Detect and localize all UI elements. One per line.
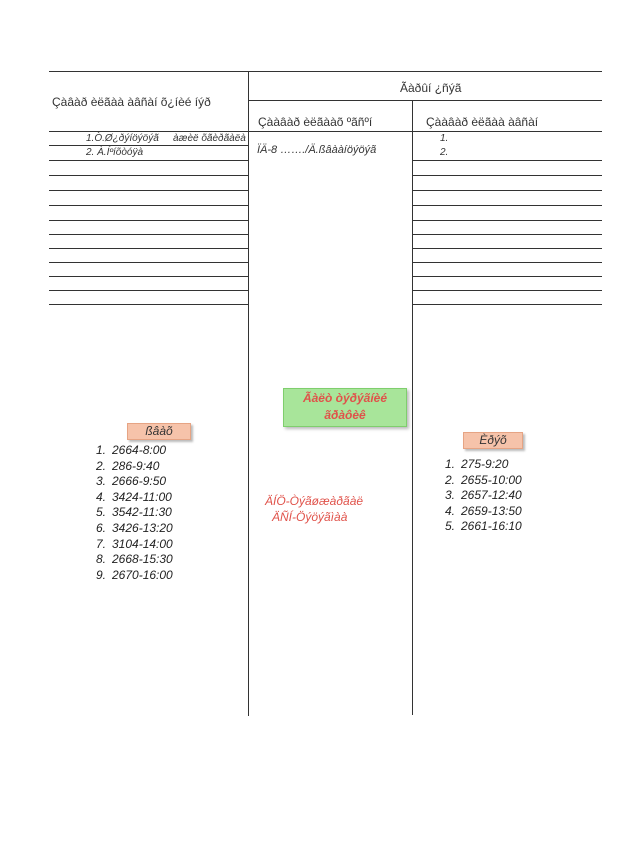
col-divider-left xyxy=(248,71,249,716)
group-header-divider xyxy=(248,100,602,101)
arrival-list xyxy=(433,457,522,535)
list-item: 1. 2664-8:00 xyxy=(95,443,167,457)
table-top-border xyxy=(49,71,602,72)
col-divider-right xyxy=(412,100,413,715)
ruled-line xyxy=(412,262,602,263)
col1-header: Çàâàð èëãàà àâñàí õ¿íèé íýð xyxy=(52,95,211,109)
col1-row1-role: àæèë õãèðãàëà xyxy=(173,133,246,144)
departure-badge: ßâàõ xyxy=(127,423,191,440)
ruled-line xyxy=(412,290,602,291)
ruled-line xyxy=(412,304,602,305)
ruled-line xyxy=(49,248,248,249)
ruled-line xyxy=(412,234,602,235)
list-item: 3. 2666-9:50 xyxy=(95,474,167,489)
ruled-line xyxy=(49,160,248,161)
ruled-line xyxy=(49,276,248,277)
list-item: 9. 2670-16:00 xyxy=(95,567,173,582)
group-header: Ãàðûí ¿ñýã xyxy=(400,81,462,95)
list-item: 1. 275-9:20 xyxy=(444,457,509,471)
callout-line-2: ãðàôèê xyxy=(324,408,366,422)
col3-row1: 1. xyxy=(440,133,449,144)
list-item: 6. 3426-13:20 xyxy=(95,520,173,535)
ruled-line xyxy=(412,175,602,176)
header-bottom-border xyxy=(49,131,602,132)
ruled-line xyxy=(49,220,248,221)
callout-line-1: Ãàëò òýðýãíèé xyxy=(302,391,388,405)
col1-row2-name: 2. À.Íºíõòóÿà xyxy=(86,147,144,158)
ruled-line xyxy=(49,175,248,176)
ruled-line xyxy=(412,160,602,161)
col2-header: Çààâàð èëãààõ ºãñºí xyxy=(258,115,373,129)
list-item: 5. 3542-11:30 xyxy=(95,505,172,520)
ruled-line xyxy=(49,145,248,146)
list-item: 2. 2655-10:00 xyxy=(444,472,522,487)
ruled-line xyxy=(49,304,248,305)
list-item: 2. 286-9:40 xyxy=(95,458,160,473)
ruled-line xyxy=(412,276,602,277)
center-red-line-2: ÄÑÍ-Öýöýãìàà xyxy=(272,510,348,524)
ruled-line xyxy=(49,234,248,235)
list-item: 3. 2657-12:40 xyxy=(444,488,522,503)
ruled-line xyxy=(412,190,602,191)
ruled-line xyxy=(49,290,248,291)
ruled-line xyxy=(412,220,602,221)
ruled-line xyxy=(412,248,602,249)
col3-header: Çààâàð èëãàà àâñàí xyxy=(426,115,539,129)
list-item: 4. 3424-11:00 xyxy=(95,489,172,504)
col3-row2: 2. xyxy=(440,147,449,158)
schedule-callout xyxy=(283,388,407,427)
departure-list xyxy=(84,443,173,583)
ruled-line xyxy=(49,205,248,206)
list-item: 4. 2659-13:50 xyxy=(444,503,522,518)
list-item: 8. 2668-15:30 xyxy=(95,552,173,567)
list-item: 5. 2661-16:10 xyxy=(444,519,522,534)
ruled-line xyxy=(49,190,248,191)
arrival-badge: Èðýõ xyxy=(463,432,523,449)
center-red-line-1: ÄÍÖ-Òýãøæàðãàë xyxy=(265,494,364,508)
col2-row1: ÏÄ-8 ……./Ä.ßâààíöýöýã xyxy=(257,144,377,156)
col1-row1-name: 1.Ò.Ø¿ðýíöýöýã xyxy=(86,133,159,144)
ruled-line xyxy=(49,262,248,263)
list-item: 7. 3104-14:00 xyxy=(95,536,173,551)
ruled-line xyxy=(412,205,602,206)
